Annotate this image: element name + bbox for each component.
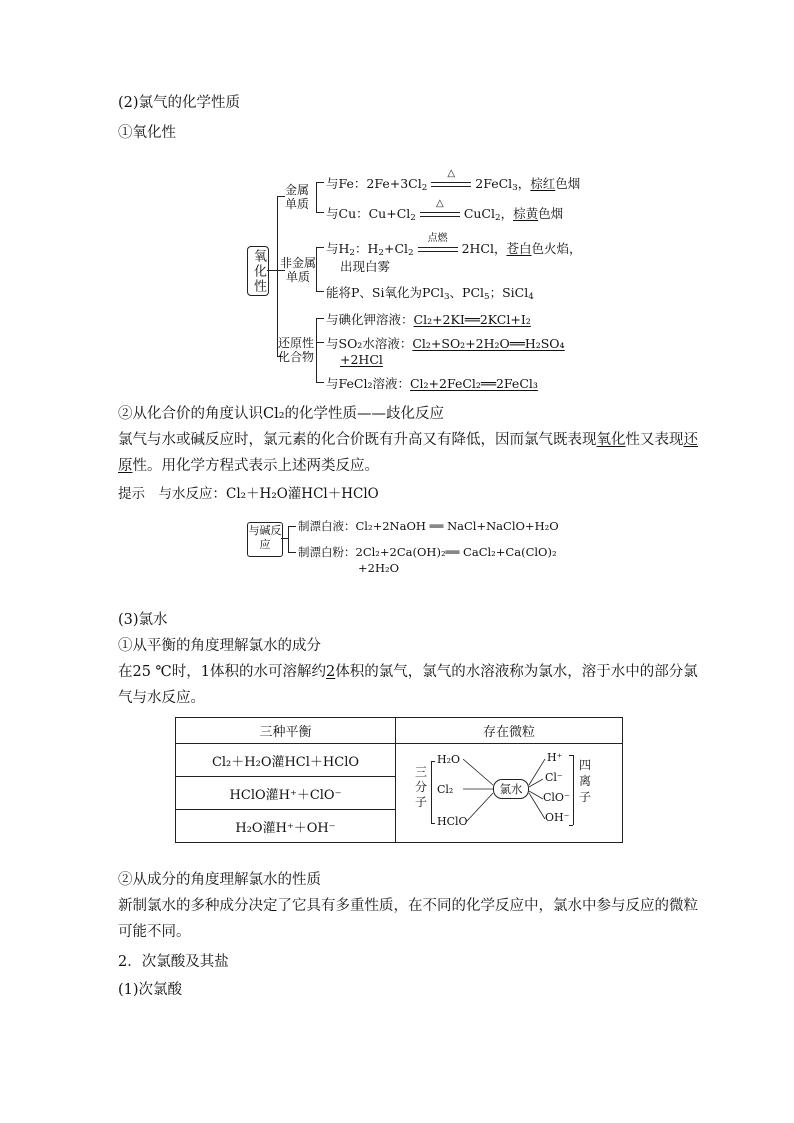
ion-cl: Cl⁻ (545, 771, 563, 784)
four-ions-label: 四离子 (579, 758, 592, 804)
base-box: 与碱反应 (247, 522, 283, 557)
nonmetal-h2-row: 与$H_2$：$H_2+Cl_2$ 点燃 2HCl，苍白色火焰， (326, 232, 582, 258)
subheading-properties: ②从成分的角度理解氯水的性质 (118, 872, 321, 888)
group-metal: 金属单质 (285, 183, 310, 211)
root-box (247, 246, 269, 296)
molecule-hclo: HClO (437, 815, 468, 828)
subheading-equilibrium: ①从平衡的角度理解氯水的成分 (118, 638, 321, 654)
equilibrium-table (175, 717, 623, 843)
molecule-h2o: H₂O (437, 753, 461, 766)
group-nonmetal: 非金属单质 (280, 256, 317, 284)
ion-clo: ClO⁻ (543, 791, 570, 804)
ion-oh: OH⁻ (545, 811, 570, 824)
root-label: 氧化性 (251, 249, 266, 294)
molecule-cl2: Cl₂ (437, 783, 454, 796)
paragraph-2-line-2: 气与水反应。 (118, 690, 205, 706)
section-heading-chemical-properties: (2)氯气的化学性质 (118, 95, 241, 111)
metal-cu-row: 与Cu：$Cu+Cl_2$ △ CuCl$_2$，棕黄色烟 (326, 197, 564, 223)
subheading-hypochlorous-acid: (1)次氯酸 (118, 982, 183, 998)
group-reducing: 还原性化合物 (278, 336, 315, 364)
section-heading-hypochlorous: 2．次氯酸及其盐 (118, 954, 229, 970)
chlorine-water-node: 氯水 (493, 779, 529, 799)
table-row: Cl₂＋H₂O灌HCl＋HClO (176, 744, 396, 777)
table-row: HClO灌H⁺＋ClO⁻ (176, 777, 396, 810)
subheading-oxidizing: ①氧化性 (118, 125, 176, 141)
paragraph-3-line-1: 新制氯水的多种成分决定了它具有多重性质，在不同的化学反应中，氯水中参与反应的微粒 (118, 898, 698, 914)
nonmetal-ps-row: 能将P、Si氧化为PCl$_3$、PCl$_5$；SiCl$_4$ (326, 285, 534, 302)
section-heading-chlorine-water: (3)氯水 (118, 612, 168, 628)
particles-cell (396, 744, 623, 843)
ion-h: H⁺ (547, 751, 563, 764)
subheading-disproportionation: ②从化合价的角度认识Cl₂的化学性质——歧化反应 (118, 406, 445, 422)
reducing-ki-row: 与碘化钾溶液：Cl₂+2KI══2KCl+I₂ (326, 312, 531, 327)
reducing-fecl2-row: 与FeCl₂溶液：Cl₂+2FeCl₂══2FeCl₃ (326, 376, 538, 391)
paragraph-1-line-1: 氯气与水或碱反应时，氯元素的化合价既有升高又有降低，因而氯气既表现氧化性又表现还 (118, 432, 698, 448)
table-header-particles: 存在微粒 (396, 718, 623, 744)
paragraph-1-line-2: 原性。用化学方程式表示上述两类反应。 (118, 458, 379, 474)
table-header-equilibria: 三种平衡 (176, 718, 396, 744)
hint-line: 提示 与水反应：Cl₂＋H₂O灌HCl＋HClO (118, 486, 379, 502)
bleach-powder-row: 制漂白粉：2Cl₂+2Ca(OH)₂══ CaCl₂+Ca(ClO)₂ (298, 545, 557, 559)
bleach-liquid-row: 制漂白液：Cl₂+2NaOH ══ NaCl+NaClO+H₂O (298, 519, 559, 533)
table-row: H₂O灌H⁺＋OH⁻ (176, 810, 396, 843)
nonmetal-h2-obs: 出现白雾 (340, 259, 391, 274)
reducing-so2-row: 与SO₂水溶液：Cl₂+SO₂+2H₂O══H₂SO₄ (326, 336, 565, 351)
metal-fe-row: 与Fe：$2Fe+3Cl_2$ △ 2FeCl$_3$，棕红色烟 (326, 167, 581, 193)
paragraph-2-line-1: 在25 ℃时，1体积的水可溶解约2体积的氯气，氯气的水溶液称为氯水，溶于水中的部分氯 (118, 664, 698, 680)
paragraph-3-line-2: 可能不同。 (118, 924, 191, 940)
three-molecules-label: 三分子 (415, 765, 428, 809)
reducing-so2-row2: +2HCl (340, 352, 383, 367)
bleach-powder-row2: +2H₂O (358, 561, 400, 575)
